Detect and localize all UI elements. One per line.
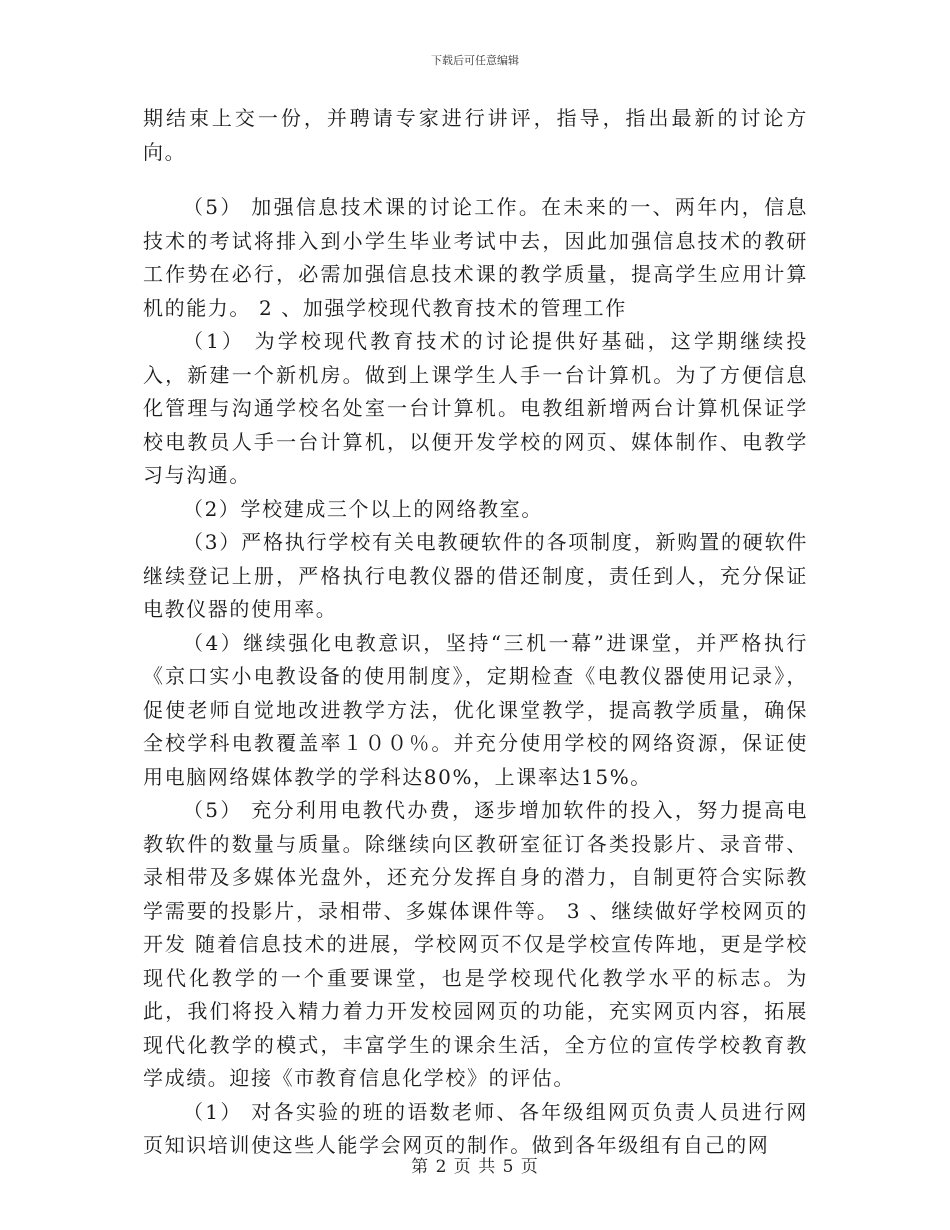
paragraph: （3）严格执行学校有关电教硬软件的各项制度，新购置的硬软件继续登记上册，严格执行电教仪器的借还制度，责任到人，充分保证电教仪器的使用率。 [143, 530, 808, 621]
paragraph: （5） 加强信息技术课的讨论工作。在未来的一、两年内，信息技术的考试将排入到小学生毕业考试中去，因此加强信息技术的教研工作势在必行，必需加强信息技术课的教学质量，提高学生应用计算机的能力。 2 、加强学校现代教育技术的管理工作 [143, 195, 808, 320]
page-header: 下载后可任意编辑 [431, 54, 519, 67]
paragraph-gap [143, 169, 808, 191]
paragraph: （2）学校建成三个以上的网络教室。 [183, 496, 543, 521]
paragraph: 期结束上交一份，并聘请专家进行讲评，指导，指出最新的讨论方向。 [143, 106, 808, 164]
paragraph: （5） 充分利用电教代办费，逐步增加软件的投入，努力提高电教软件的数量与质量。除继续向区教研室征订各类投影片、录音带、录相带及多媒体光盘外，还充分发挥自身的潜力，自制更符合实际教学需要的投影片，录相带、多媒体课件等。 3 、继续做好学校网页的开发 随着信息技术的进展，学校网页不仅是学校宣传阵地，更是学校现代化教学的一个重要课堂，也是学校现代化教学水平的标志。为此，我们将投入精力着力开发校园网页的功能，充实网页内容，拓展现代化教学的模式，丰富学生的课余生活，全方位的宣传学校教育教学成绩。迎接《市教育信息化学校》的评估。 [143, 798, 808, 1090]
page-footer: 第 2 页 共 5 页 [411, 1157, 539, 1177]
document-body [143, 102, 808, 1163]
paragraph: （4）继续强化电教意识，坚持“三机一幕”进课堂，并严格执行《京口实小电教设备的使用制度》，定期检查《电教仪器使用记录》，促使老师自觉地改进教学方法，优化课堂教学，提高教学质量，确保全校学科电教覆盖率１００％。并充分使用学校的网络资源，保证使用电脑网络媒体教学的学科达80%，上课率达15%。 [143, 630, 808, 789]
paragraph: （1） 为学校现代教育技术的讨论提供好基础，这学期继续投入，新建一个新机房。做到上课学生人手一台计算机。为了方便信息化管理与沟通学校名处室一台计算机。电教组新增两台计算机保证学校电教员人手一台计算机，以便开发学校的网页、媒体制作、电教学习与沟通。 [143, 329, 808, 487]
paragraph: （1） 对各实验的班的语数老师、各年级组网页负责人员进行网页知识培训使这些人能学会网页的制作。做到各年级组有自己的网 [143, 1099, 808, 1157]
